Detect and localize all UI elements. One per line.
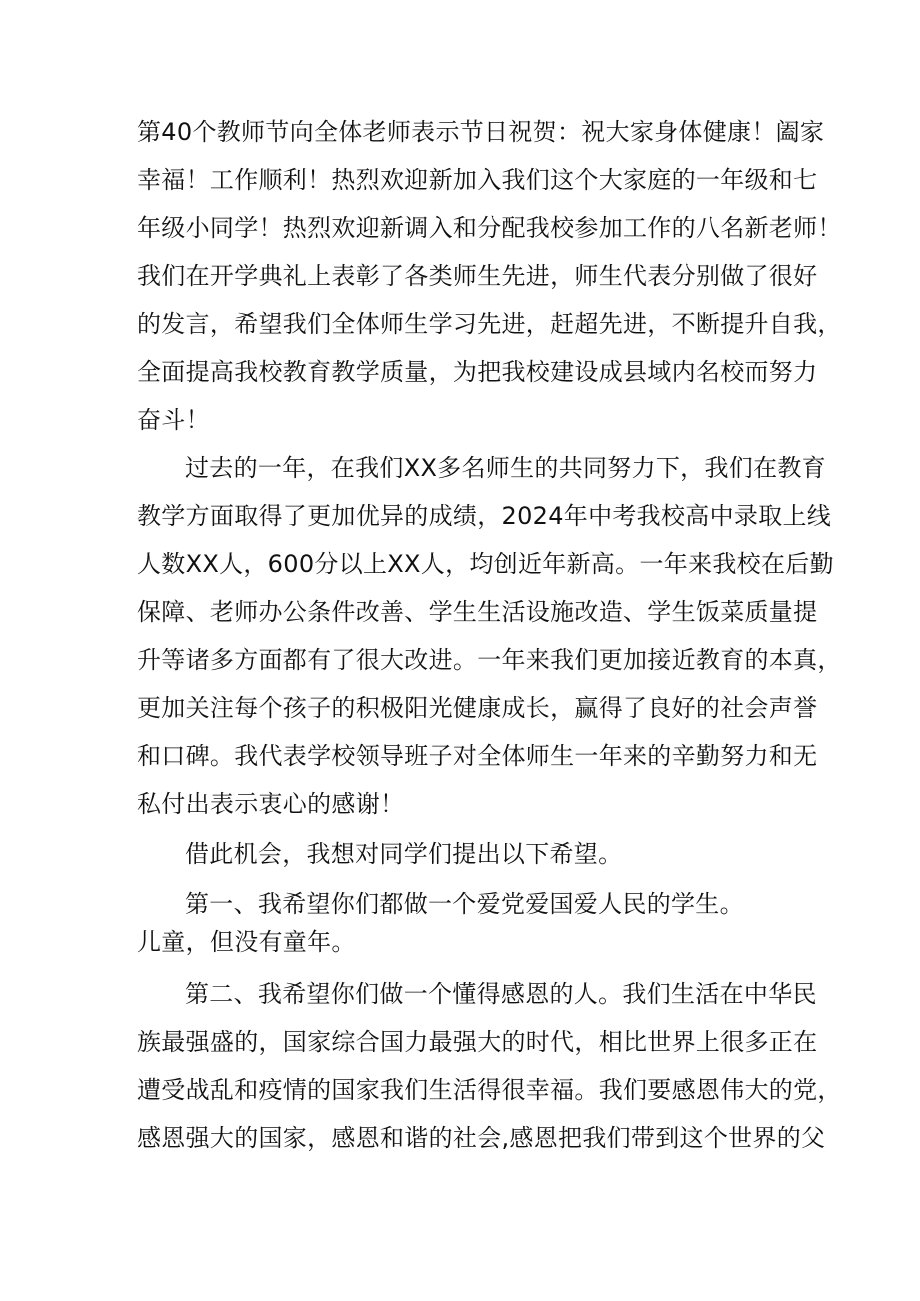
text-line: 第一、我希望你们都做一个爱党爱国爱人民的学生。 xyxy=(185,890,744,918)
text-line: 的发言，希望我们全体师生学习先进，赶超先进，不断提升自我， xyxy=(137,310,842,338)
text-line: 奋斗！ xyxy=(137,406,210,434)
text-line: 更加关注每个孩子的积极阳光健康成长，赢得了良好的社会声誉 xyxy=(137,694,818,722)
text-line: 我们在开学典礼上表彰了各类师生先进，师生代表分别做了很好 xyxy=(137,262,818,290)
text-line: 族最强盛的，国家综合国力最强大的时代，相比世界上很多正在 xyxy=(137,1028,818,1056)
text-line: 保障、老师办公条件改善、学生生活设施改造、学生饭菜质量提 xyxy=(137,598,818,626)
text-line: 儿童，但没有童年。 xyxy=(137,928,356,956)
text-line: 借此机会，我想对同学们提出以下希望。 xyxy=(185,840,623,868)
text-line: 第二、我希望你们做一个懂得感恩的人。我们生活在中华民 xyxy=(185,980,817,1008)
text-line: 幸福！工作顺利！热烈欢迎新加入我们这个大家庭的一年级和七 xyxy=(137,166,818,194)
text-line: 和口碑。我代表学校领导班子对全体师生一年来的辛勤努力和无 xyxy=(137,742,818,770)
text-line: 私付出表示衷心的感谢！ xyxy=(137,790,405,818)
text-line: 教学方面取得了更加优异的成绩，2024年中考我校高中录取上线 xyxy=(137,502,832,530)
text-line: 感恩强大的国家，感恩和谐的社会,感恩把我们带到这个世界的父 xyxy=(137,1124,826,1152)
text-line: 第40个教师节向全体老师表示节日祝贺：祝大家身体健康！阖家 xyxy=(137,118,825,146)
text-line: 年级小同学！热烈欢迎新调入和分配我校参加工作的八名新老师！ xyxy=(137,214,842,242)
text-line: 人数XX人，600分以上XX人，均创近年新高。一年来我校在后勤 xyxy=(137,550,834,578)
text-line: 全面提高我校教育教学质量，为把我校建设成县域内名校而努力 xyxy=(137,358,818,386)
text-line: 遭受战乱和疫情的国家我们生活得很幸福。我们要感恩伟大的党， xyxy=(137,1076,842,1104)
text-line: 过去的一年，在我们XX多名师生的共同努力下，我们在教育 xyxy=(185,454,826,482)
text-line: 升等诸多方面都有了很大改进。一年来我们更加接近教育的本真， xyxy=(137,646,842,674)
